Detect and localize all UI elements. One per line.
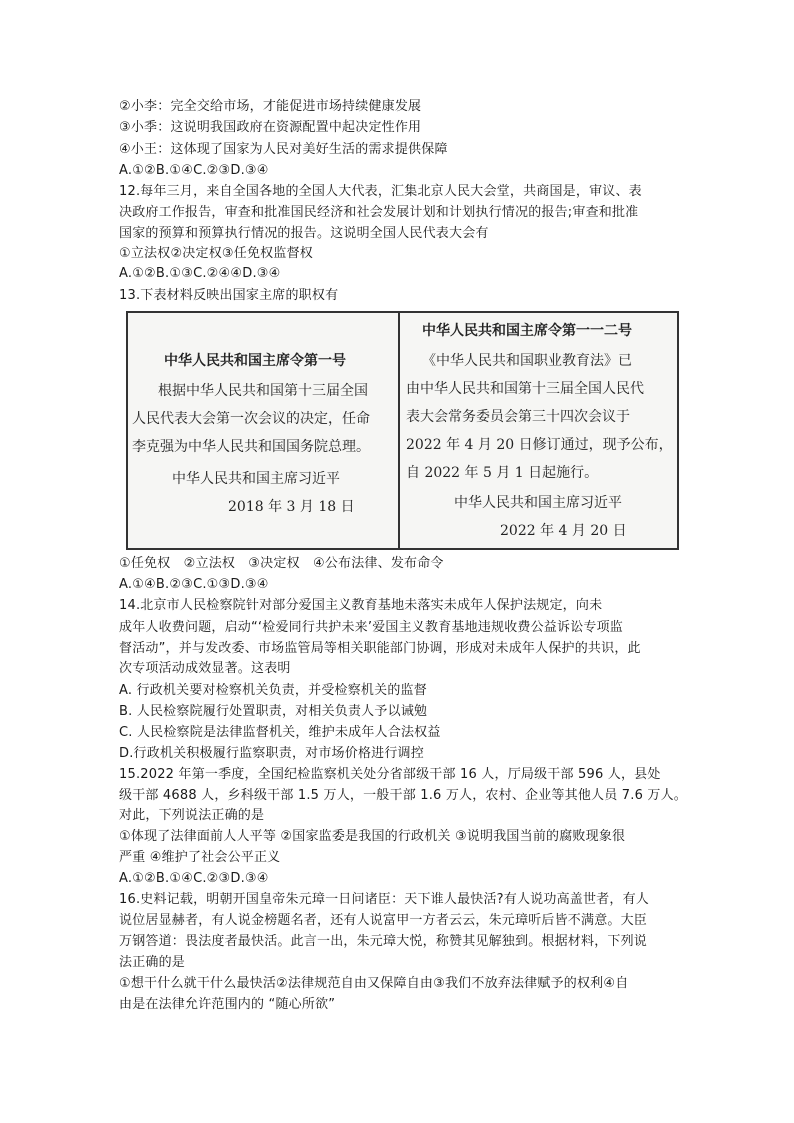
option-d: D.行政机关积极履行监察职责，对市场价格进行调控 bbox=[119, 746, 424, 761]
question-15-choices: 严重 ④维护了社会公平正义 bbox=[119, 850, 281, 865]
question-12-choices: ①立法权②决定权③任免权监督权 bbox=[119, 246, 313, 261]
question-12-line: 决政府工作报告，审查和批准国民经济和社会发展计划和计划执行情况的报告;审查和批准 bbox=[119, 205, 639, 220]
question-16-choices: ①想干什么就干什么最快活②法律规范自由又保障自由③我们不放弃法律赋予的权利④自 bbox=[119, 976, 629, 991]
option-b: B. 人民检察院履行处置职责，对相关负责人予以诫勉 bbox=[119, 704, 428, 719]
presidential-orders-image bbox=[126, 311, 679, 550]
question-15-line: 级干部 4688 人，乡科级干部 1.5 万人，一般干部 1.6 万人，农村、企业等其他人员 7.6 万人。 bbox=[119, 788, 687, 803]
order-body-line: 自 2022 年 5 月 1 日起施行。 bbox=[406, 465, 599, 481]
answer-options: A.①②B.①③C.②④④D.③④ bbox=[119, 266, 281, 281]
order-body-line: 根据中华人民共和国第十三届全国 bbox=[158, 383, 368, 399]
order-body-line: 表大会常务委员会第三十四次会议于 bbox=[406, 409, 630, 425]
order-title: 中华人民共和国主席令第一一二号 bbox=[422, 323, 632, 339]
option-c: C. 人民检察院是法律监督机关，维护未成年人合法权益 bbox=[119, 725, 441, 740]
order-body-line: 《中华人民共和国职业教育法》已 bbox=[422, 353, 632, 369]
text-line: ②小李：完全交给市场，才能促进市场持续健康发展 bbox=[119, 99, 422, 114]
order-body-line: 李克强为中华人民共和国国务院总理。 bbox=[132, 439, 370, 455]
order-body-line: 由中华人民共和国第十三届全国人民代 bbox=[406, 381, 644, 397]
question-12-line: 国家的预算和预算执行情况的报告。这说明全国人民代表大会有 bbox=[119, 226, 489, 241]
order-date: 2018 年 3 月 18 日 bbox=[228, 499, 355, 515]
option-a: A. 行政机关要对检察机关负责，并受检察机关的监督 bbox=[119, 683, 427, 698]
question-14-line: 成年人收费问题，启动“‘检爱同行共护未来’爱国主义教育基地违规收费公益诉讼专项监 bbox=[119, 620, 623, 635]
order-no-112-panel bbox=[400, 313, 677, 548]
question-14-line: 14.北京市人民检察院针对部分爱国主义教育基地未落实未成年人保护法规定，向未 bbox=[119, 598, 603, 613]
text-line: ③小季：这说明我国政府在资源配置中起决定性作用 bbox=[119, 120, 422, 135]
order-date: 2022 年 4 月 20 日 bbox=[500, 523, 627, 539]
question-14-line: 督活动”，并与发改委、市场监管局等相关职能部门协调，形成对未成年人保护的共识，此 bbox=[119, 641, 641, 656]
question-14-line: 次专项活动成效显著。这表明 bbox=[119, 661, 291, 676]
question-16-line: 万钢答道：畏法度者最快活。此言一出，朱元璋大悦，称赞其见解独到。根据材料，下列说 bbox=[119, 934, 648, 949]
answer-options: A.①④B.②③C.①③D.③④ bbox=[119, 577, 269, 592]
question-16-line: 16.史料记载，明朝开国皇帝朱元璋一日问诸臣：天下谁人最快活?有人说功高盖世者，有人 bbox=[119, 892, 649, 907]
order-signature: 中华人民共和国主席习近平 bbox=[454, 495, 622, 511]
order-signature: 中华人民共和国主席习近平 bbox=[172, 471, 340, 487]
answer-options: A.①②B.①④C.②③D.③④ bbox=[119, 163, 269, 178]
order-body-line: 2022 年 4 月 20 日修订通过，现予公布， bbox=[406, 437, 673, 453]
order-no-1-panel bbox=[128, 313, 398, 548]
text-line: ④小王：这体现了国家为人民对美好生活的需求提供保障 bbox=[119, 142, 448, 157]
question-16-line: 法正确的是 bbox=[119, 955, 186, 970]
question-16-line: 说位居显赫者，有人说金榜题名者，还有人说富甲一方者云云，朱元璋听后皆不满意。大臣 bbox=[119, 913, 648, 928]
question-13-title: 13.下表材料反映出国家主席的职权有 bbox=[119, 288, 339, 303]
order-title: 中华人民共和国主席令第一号 bbox=[164, 353, 346, 369]
question-16-choices: 由是在法律允许范围内的 “随心所欲” bbox=[119, 997, 336, 1012]
order-body-line: 人民代表大会第一次会议的决定，任命 bbox=[132, 411, 370, 427]
question-15-choices: ①体现了法律面前人人平等 ②国家监委是我国的行政机关 ③说明我国当前的腐败现象很 bbox=[119, 829, 626, 844]
question-12-line: 12.每年三月，来自全国各地的全国人大代表，汇集北京人民大会堂，共商国是，审议、表 bbox=[119, 184, 642, 199]
question-15-line: 对此，下列说法正确的是 bbox=[119, 808, 265, 823]
question-13-choices: ①任免权 ②立法权 ③决定权 ④公布法律、发布命令 bbox=[119, 556, 444, 571]
question-15-line: 15.2022 年第一季度，全国纪检监察机关处分省部级干部 16 人，厅局级干部 596 人，县处 bbox=[119, 767, 661, 782]
answer-options: A.①②B.①④C.②③D.③④ bbox=[119, 871, 269, 886]
